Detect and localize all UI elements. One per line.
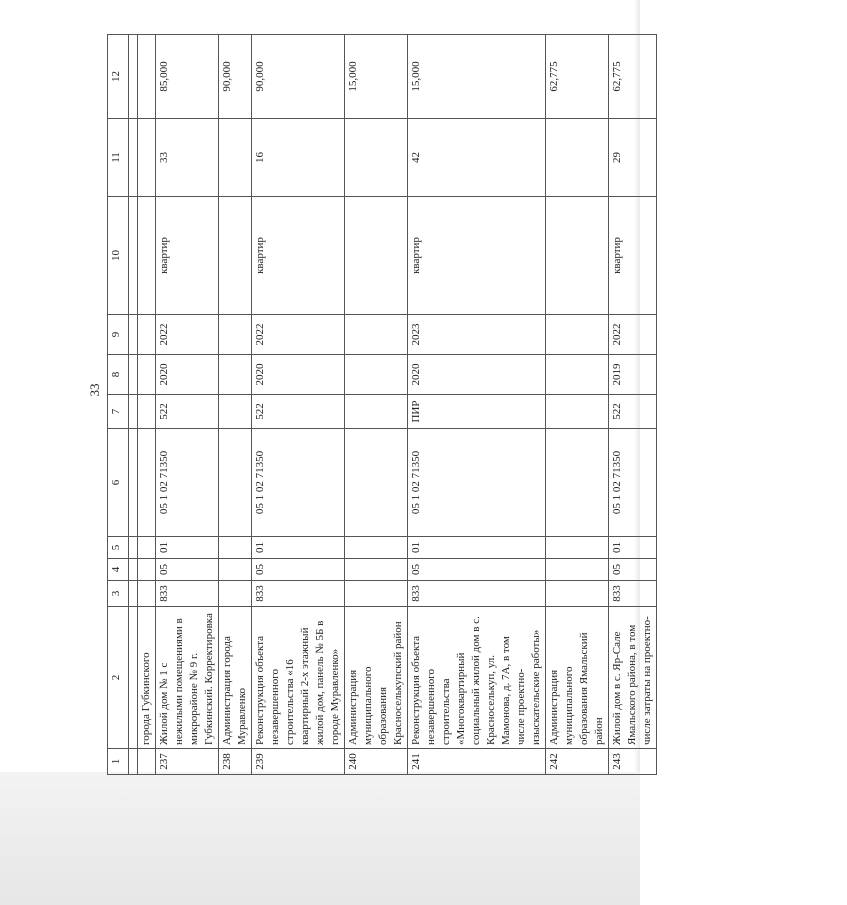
cell-col8: [345, 355, 408, 395]
table-row: [408, 35, 546, 775]
cell-col6: 05 1 02 71350: [609, 429, 657, 537]
cell-col12: 62,775: [609, 35, 657, 119]
cell-col7: [219, 395, 252, 429]
cell-col8: [138, 355, 156, 395]
cell-col7: [138, 395, 156, 429]
column-header: 8: [108, 355, 129, 395]
cell-col3: 833: [408, 581, 546, 607]
row-name: Жилой дом № 1 с нежилыми помещениями в микрорайоне № 9 г. Губкинский. Корректировка: [156, 607, 219, 749]
cell-col4: [546, 559, 609, 581]
cell-col11: [345, 119, 408, 197]
cell-col11: [546, 119, 609, 197]
cell-col6: [138, 429, 156, 537]
table-row: [219, 35, 252, 775]
cell-col7: [345, 395, 408, 429]
budget-table-container: [107, 35, 847, 770]
cell-col11: [138, 119, 156, 197]
cell-col11: 42: [408, 119, 546, 197]
table-row: [138, 35, 156, 775]
cell-col8: 2020: [252, 355, 345, 395]
row-number: 243: [609, 749, 657, 775]
column-header: 10: [108, 197, 129, 315]
cell-col9: 2022: [609, 315, 657, 355]
column-header: 2: [108, 607, 129, 749]
cell-col10: [219, 197, 252, 315]
cell-col5: [138, 537, 156, 559]
cell-col10: квартир: [156, 197, 219, 315]
cell-col7: 522: [609, 395, 657, 429]
cell-col12: [138, 35, 156, 119]
cell-col12: 15,000: [345, 35, 408, 119]
column-header: 5: [108, 537, 129, 559]
column-number-row: [108, 35, 129, 775]
row-name: Администрация муниципального образования Ямальский район: [546, 607, 609, 749]
row-number: 240: [345, 749, 408, 775]
row-name: Администрация муниципального образования Красноселькупский район: [345, 607, 408, 749]
row-number: 237: [156, 749, 219, 775]
cell-col6: 05 1 02 71350: [408, 429, 546, 537]
column-header: 4: [108, 559, 129, 581]
cell-col3: [219, 581, 252, 607]
cell-col11: [219, 119, 252, 197]
cell-col5: 01: [252, 537, 345, 559]
row-name: Администрация города Муравленко: [219, 607, 252, 749]
cell-col3: 833: [609, 581, 657, 607]
cell-col12: 15,000: [408, 35, 546, 119]
cell-col6: 05 1 02 71350: [252, 429, 345, 537]
cell-col4: 05: [408, 559, 546, 581]
cell-col9: 2022: [252, 315, 345, 355]
column-header: 6: [108, 429, 129, 537]
cell-col4: 05: [156, 559, 219, 581]
row-number: [138, 749, 156, 775]
cell-col9: [219, 315, 252, 355]
cell-col7: ПИР: [408, 395, 546, 429]
cell-col10: квартир: [408, 197, 546, 315]
cell-col12: 90,000: [252, 35, 345, 119]
cell-col9: [546, 315, 609, 355]
cell-col3: [138, 581, 156, 607]
cell-col3: [546, 581, 609, 607]
column-header: 9: [108, 315, 129, 355]
cell-col6: [219, 429, 252, 537]
cell-col7: [546, 395, 609, 429]
scan-background: [0, 772, 640, 905]
cell-col3: 833: [252, 581, 345, 607]
cell-col10: [546, 197, 609, 315]
column-header: 1: [108, 749, 129, 775]
cell-col10: [345, 197, 408, 315]
cell-col10: [138, 197, 156, 315]
cell-col11: 29: [609, 119, 657, 197]
cell-col12: 62,775: [546, 35, 609, 119]
cell-col6: [345, 429, 408, 537]
cell-col12: 85,000: [156, 35, 219, 119]
cell-col5: 01: [408, 537, 546, 559]
cell-col8: [546, 355, 609, 395]
cell-col3: [345, 581, 408, 607]
row-name: Реконструкция объекта незавершенного строительства «Многоквартирный социальный жилой дом в с. Красноселькуп, ул. Мамонова, д. 7А, в том числе проектно-изыскательские работы»: [408, 607, 546, 749]
column-header: 12: [108, 35, 129, 119]
cell-col4: [345, 559, 408, 581]
table-row: [252, 35, 345, 775]
row-number: 241: [408, 749, 546, 775]
cell-col8: [219, 355, 252, 395]
row-number: 242: [546, 749, 609, 775]
cell-col12: 90,000: [219, 35, 252, 119]
cell-col6: [546, 429, 609, 537]
column-header: 7: [108, 395, 129, 429]
cell-col8: 2020: [156, 355, 219, 395]
cell-col4: 05: [609, 559, 657, 581]
column-header: 11: [108, 119, 129, 197]
cell-col4: [138, 559, 156, 581]
row-number: 239: [252, 749, 345, 775]
cell-col5: 01: [156, 537, 219, 559]
cell-col10: квартир: [609, 197, 657, 315]
spacer-row: [129, 35, 138, 775]
column-header: 3: [108, 581, 129, 607]
cell-col11: 16: [252, 119, 345, 197]
cell-col7: 522: [252, 395, 345, 429]
cell-col4: [219, 559, 252, 581]
cell-col9: 2022: [156, 315, 219, 355]
cell-col8: 2020: [408, 355, 546, 395]
row-number: 238: [219, 749, 252, 775]
table-row: [156, 35, 219, 775]
cell-col5: [219, 537, 252, 559]
cell-col6: 05 1 02 71350: [156, 429, 219, 537]
cell-col7: 522: [156, 395, 219, 429]
table-row: [546, 35, 609, 775]
cell-col5: [546, 537, 609, 559]
page-number: 33: [87, 383, 102, 397]
budget-table: [107, 34, 657, 775]
table-row: [609, 35, 657, 775]
cell-col5: 01: [609, 537, 657, 559]
cell-col11: 33: [156, 119, 219, 197]
cell-col3: 833: [156, 581, 219, 607]
cell-col9: [345, 315, 408, 355]
cell-col4: 05: [252, 559, 345, 581]
cell-col9: [138, 315, 156, 355]
table-row: [345, 35, 408, 775]
row-name: города Губкинского: [138, 607, 156, 749]
cell-col8: 2019: [609, 355, 657, 395]
row-name: Реконструкция объекта незавершенного строительства «16 квартирный 2-х этажный жилой дом, панель № 5Б в городе Муравленко»: [252, 607, 345, 749]
cell-col9: 2023: [408, 315, 546, 355]
cell-col5: [345, 537, 408, 559]
cell-col10: квартир: [252, 197, 345, 315]
row-name: Жилой дом в с. Яр-Сале Ямальского района, в том числе затраты на проектно-: [609, 607, 657, 749]
